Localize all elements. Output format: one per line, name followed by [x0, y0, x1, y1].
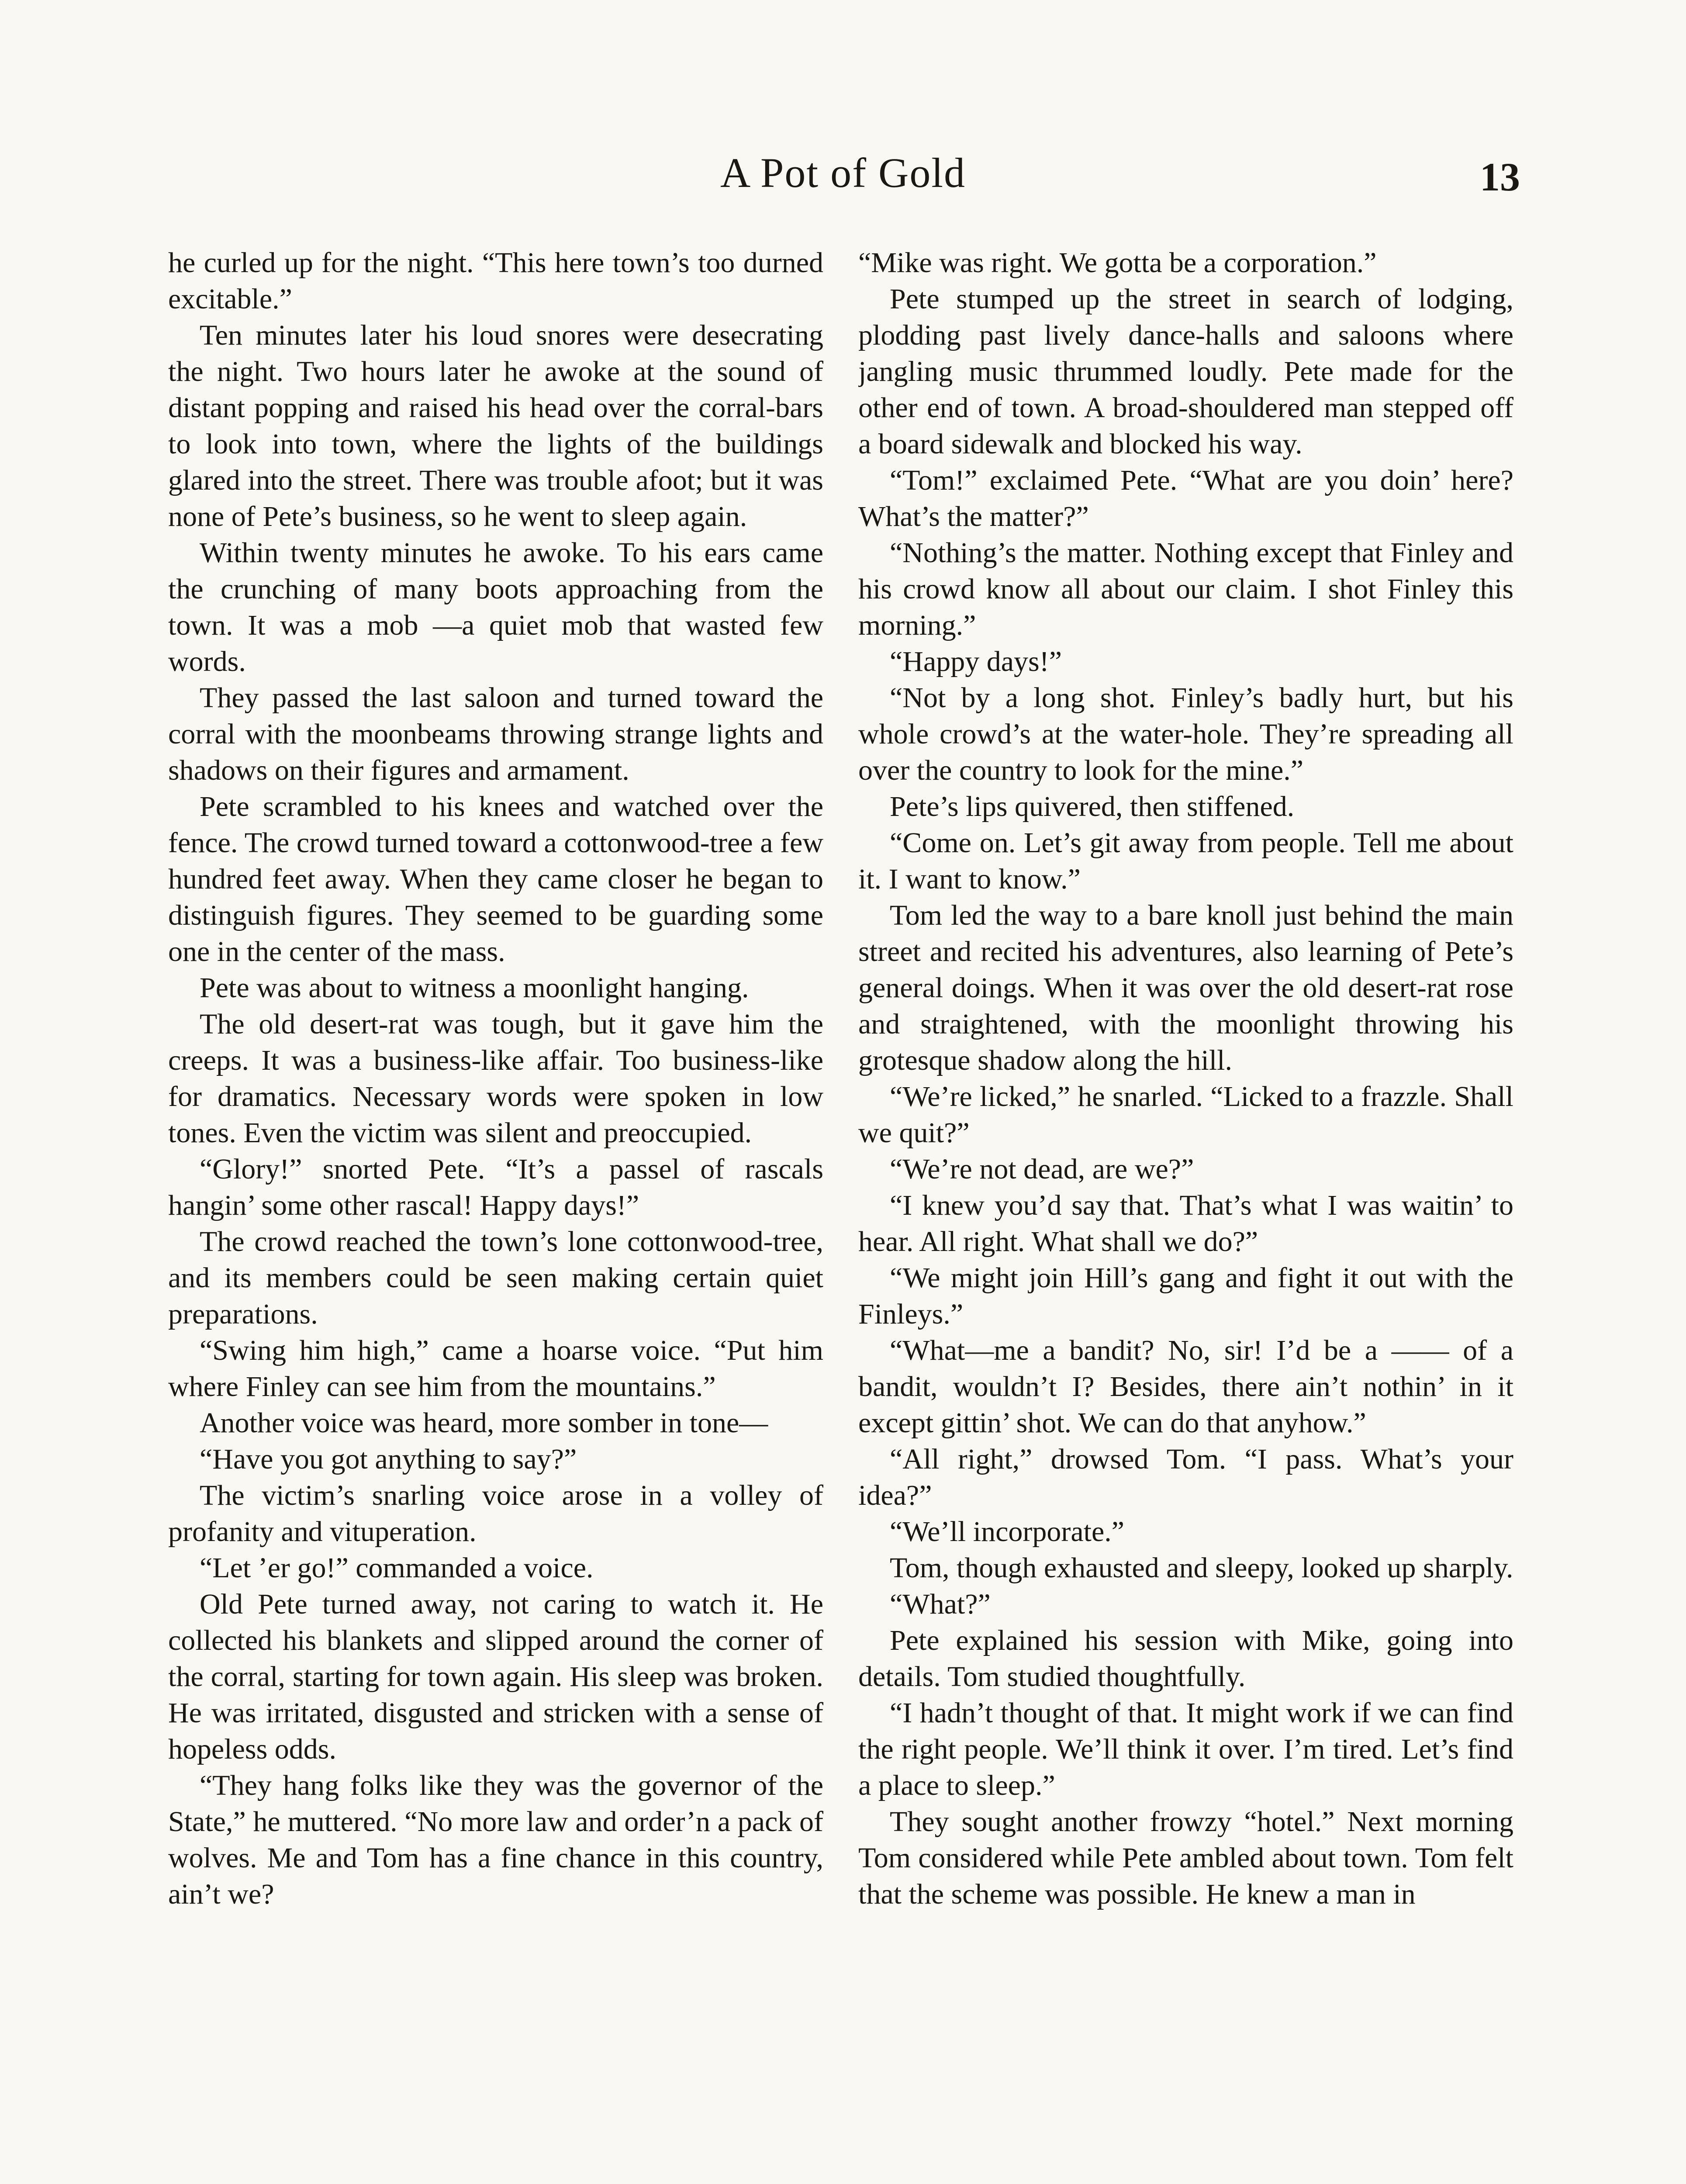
- paragraph: “We’ll incorporate.”: [890, 1516, 1125, 1548]
- paragraph: “Happy days!”: [890, 646, 1062, 677]
- paragraph: “What?”: [890, 1588, 991, 1620]
- paragraph: “Come on. Let’s git away from people. Tell me about it. I want to know.”: [858, 827, 1513, 895]
- paragraph: Pete explained his session with Mike, going into details. Tom studied thoughtfully.: [858, 1624, 1513, 1693]
- paragraph: “All right,” drowsed Tom. “I pass. What’s your idea?”: [858, 1443, 1513, 1511]
- paragraph: Tom, though exhausted and sleepy, looked up sharply.: [890, 1552, 1513, 1584]
- paragraph: The crowd reached the town’s lone cottonwood-tree, and its members could be seen making certain quiet preparations.: [168, 1226, 823, 1330]
- running-title: A Pot of Gold: [720, 149, 966, 196]
- paragraph: They passed the last saloon and turned toward the corral with the moonbeams throwing strange lights and shadows on their figures and armament.: [168, 682, 823, 786]
- paragraph: “We’re not dead, are we?”: [890, 1153, 1194, 1185]
- paragraph: “Mike was right. We gotta be a corporation.”: [858, 247, 1377, 279]
- paragraph: “I hadn’t thought of that. It might work if we can find the right people. We’ll think it over. I’m tired. Let’s find a place to sleep.”: [858, 1697, 1513, 1801]
- paragraph: “I knew you’d say that. That’s what I was waitin’ to hear. All right. What shall we do?”: [858, 1189, 1513, 1258]
- paragraph: Pete stumped up the street in search of lodging, plodding past lively dance-halls and saloons where jangling music thrummed loudly. Pete made for the other end of town. A broad-shouldered man stepped off a board sidewalk and blocked his way.: [858, 283, 1513, 460]
- paragraph: The victim’s snarling voice arose in a volley of profanity and vituperation.: [168, 1479, 823, 1548]
- paragraph: Pete was about to witness a moonlight hanging.: [200, 972, 749, 1004]
- paragraph: “Let ’er go!” commanded a voice.: [200, 1552, 594, 1584]
- paragraph: “Have you got anything to say?”: [200, 1443, 577, 1475]
- paragraph: “Not by a long shot. Finley’s badly hurt, but his whole crowd’s at the water-hole. They’re spreading all over the country to look for the mine.”: [858, 682, 1513, 786]
- page-number: 13: [1480, 155, 1520, 199]
- paragraph: Pete scrambled to his knees and watched over the fence. The crowd turned toward a cottonwood-tree a few hundred feet away. When they came closer he began to distinguish figures. They seemed to be guarding some one in the center of the mass.: [168, 791, 823, 968]
- paragraph: Pete’s lips quivered, then stiffened.: [890, 791, 1295, 822]
- paragraph: “They hang folks like they was the governor of the State,” he muttered. “No more law and order’n a pack of wolves. Me and Tom has a fine chance in this country, ain’t we?: [168, 1769, 823, 1910]
- paragraph: “What—me a bandit? No, sir! I’d be a —— of a bandit, wouldn’t I? Besides, there ain’t nothin’ in it except gittin’ shot. We can do that anyhow.”: [858, 1334, 1513, 1439]
- paragraph: Old Pete turned away, not caring to watch it. He collected his blankets and slipped around the corner of the corral, starting for town again. His sleep was broken. He was irritated, disgusted and stricken with a sense of hopeless odds.: [168, 1588, 823, 1765]
- paragraph: “We’re licked,” he snarled. “Licked to a frazzle. Shall we quit?”: [858, 1081, 1513, 1149]
- text-column-left: [168, 245, 823, 2184]
- paragraph: “Swing him high,” came a hoarse voice. “Put him where Finley can see him from the mountains.”: [168, 1334, 823, 1403]
- text-column-right: [858, 245, 1513, 2184]
- paragraph: Ten minutes later his loud snores were desecrating the night. Two hours later he awoke at the sound of distant popping and raised his head over the corral-bars to look into town, where the lights of the buildings glared into the street. There was trouble afoot; but it was none of Pete’s business, so he went to sleep again.: [168, 319, 823, 532]
- paragraph: They sought another frowzy “hotel.” Next morning Tom considered while Pete ambled about town. Tom felt that the scheme was possible. He knew a man in: [858, 1806, 1513, 1910]
- paragraph: “Nothing’s the matter. Nothing except that Finley and his crowd know all about our claim. I shot Finley this morning.”: [858, 537, 1513, 641]
- paragraph: he curled up for the night. “This here town’s too durned excitable.”: [168, 247, 823, 315]
- paragraph: “Tom!” exclaimed Pete. “What are you doin’ here? What’s the matter?”: [858, 464, 1513, 532]
- paragraph: Tom led the way to a bare knoll just behind the main street and recited his adventures, also learning of Pete’s general doings. When it was over the old desert-rat rose and straightened, with the moonlight throwing his grotesque shadow along the hill.: [858, 899, 1513, 1076]
- paragraph: “Glory!” snorted Pete. “It’s a passel of rascals hangin’ some other rascal! Happy days!”: [168, 1153, 823, 1221]
- paragraph: Another voice was heard, more somber in tone—: [200, 1407, 768, 1439]
- paragraph: The old desert-rat was tough, but it gave him the creeps. It was a business-like affair. Too business-like for dramatics. Necessary words were spoken in low tones. Even the victim was silent and preoccupied.: [168, 1008, 823, 1149]
- paragraph: Within twenty minutes he awoke. To his ears came the crunching of many boots approaching from the town. It was a mob —a quiet mob that wasted few words.: [168, 537, 823, 677]
- paragraph: “We might join Hill’s gang and fight it out with the Finleys.”: [858, 1262, 1513, 1330]
